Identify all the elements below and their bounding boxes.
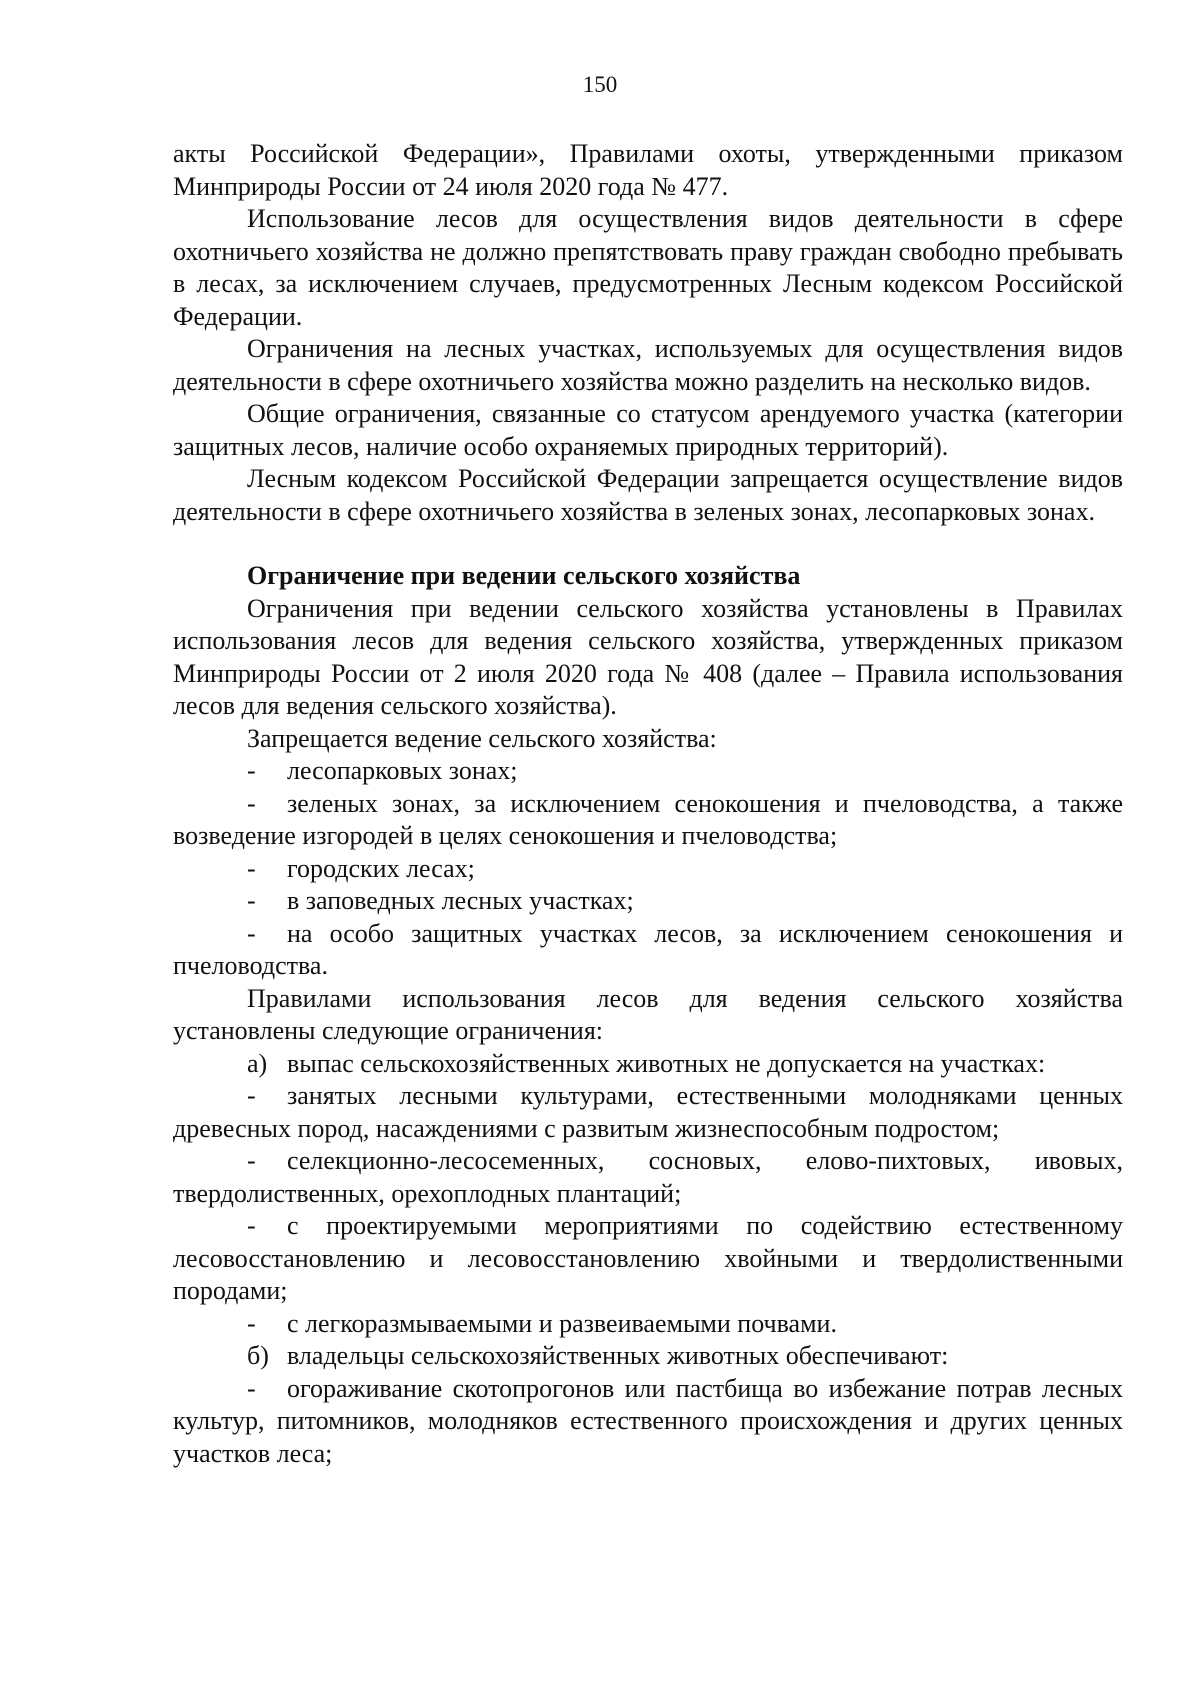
list-item <box>173 1048 1123 1081</box>
list-item <box>173 1340 1123 1373</box>
list-item <box>173 1308 1123 1341</box>
list-item <box>173 853 1123 886</box>
paragraph: Лесным кодексом Российской Федерации запрещается осуществление видов деятельности в сфере охотничьего хозяйства в зеленых зонах, лесопарковых зонах. <box>173 464 1123 526</box>
list-item <box>173 885 1123 918</box>
list-item <box>173 918 1123 983</box>
list-marker: - <box>247 756 256 785</box>
list-item-text: огораживание скотопрогонов или пастбища во избежание потрав лесных культур, питомников, молодняков естественного происхождения и других ценных участков леса; <box>173 1373 1123 1468</box>
list-item-text: выпас сельскохозяйственных животных не допускается на участках: <box>287 1048 1046 1078</box>
paragraph: акты Российской Федерации», Правилами охоты, утвержденными приказом Минприроды России от 24 июля 2020 года № 477. <box>173 139 1123 201</box>
paragraph: Правилами использования лесов для ведения сельского хозяйства установлены следующие ограничения: <box>173 983 1123 1045</box>
list-marker: б) <box>247 1341 269 1370</box>
list-marker: - <box>247 1308 256 1338</box>
section-heading: Ограничение при ведении сельского хозяйства <box>247 561 801 590</box>
paragraph: Запрещается ведение сельского хозяйства: <box>247 723 717 753</box>
list-marker: - <box>247 1081 256 1110</box>
list-item <box>173 1210 1123 1308</box>
list-item-text: занятых лесными культурами, естественными молодняками ценных древесных пород, насаждениями с развитым жизнеспособным подростом; <box>173 1081 1123 1143</box>
list-marker: - <box>247 1146 256 1175</box>
paragraph: Ограничения при ведении сельского хозяйства установлены в Правилах использования лесов для ведения сельского хозяйства, утвержденных приказом Минприроды России от 2 июля 2020 года № 408 (далее – Правила использования лесов для ведения сельского хозяйства). <box>173 593 1123 720</box>
paragraph: Ограничения на лесных участках, используемых для осуществления видов деятельности в сфере охотничьего хозяйства можно разделить на несколько видов. <box>173 334 1123 396</box>
list-item <box>173 1373 1123 1471</box>
paragraph: Использование лесов для осуществления видов деятельности в сфере охотничьего хозяйства не должно препятствовать праву граждан свободно пребывать в лесах, за исключением случаев, предусмотренных Лесным кодексом Российской Федерации. <box>173 204 1123 331</box>
list-marker: - <box>247 1211 256 1240</box>
list-item-text: городских лесах; <box>287 853 475 883</box>
document-body <box>173 138 1123 1470</box>
list-item <box>173 755 1123 788</box>
list-marker: - <box>247 918 256 948</box>
list-item-text: с легкоразмываемыми и развеиваемыми почвами. <box>287 1308 837 1338</box>
list-marker: - <box>247 853 256 883</box>
list-item <box>173 788 1123 853</box>
list-item <box>173 1080 1123 1145</box>
list-item-text: зеленых зонах, за исключением сенокошения и пчеловодства, а также возведение изгородей в целях сенокошения и пчеловодства; <box>173 788 1123 850</box>
list-marker: - <box>247 1373 256 1403</box>
list-item <box>173 1145 1123 1210</box>
list-item-text: лесопарковых зонах; <box>287 756 518 785</box>
list-item-text: на особо защитных участках лесов, за исключением сенокошения и пчеловодства. <box>173 918 1123 980</box>
list-item-text: с проектируемыми мероприятиями по содействию естественному лесовосстановлению и лесовосстановлению хвойными и твердолиственными породами; <box>173 1211 1123 1305</box>
list-marker: - <box>247 886 256 915</box>
list-item-text: в заповедных лесных участках; <box>287 886 634 915</box>
paragraph: Общие ограничения, связанные со статусом арендуемого участка (категории защитных лесов, наличие особо охраняемых природных территорий). <box>173 399 1123 461</box>
list-marker: а) <box>247 1048 268 1078</box>
section-spacer <box>173 528 1123 560</box>
list-marker: - <box>247 788 256 818</box>
list-item-text: селекционно-лесосеменных, сосновых, елово-пихтовых, ивовых, твердолиственных, орехоплодных плантаций; <box>173 1146 1123 1208</box>
page-number: 150 <box>582 72 618 97</box>
list-item-text: владельцы сельскохозяйственных животных обеспечивают: <box>287 1341 949 1370</box>
